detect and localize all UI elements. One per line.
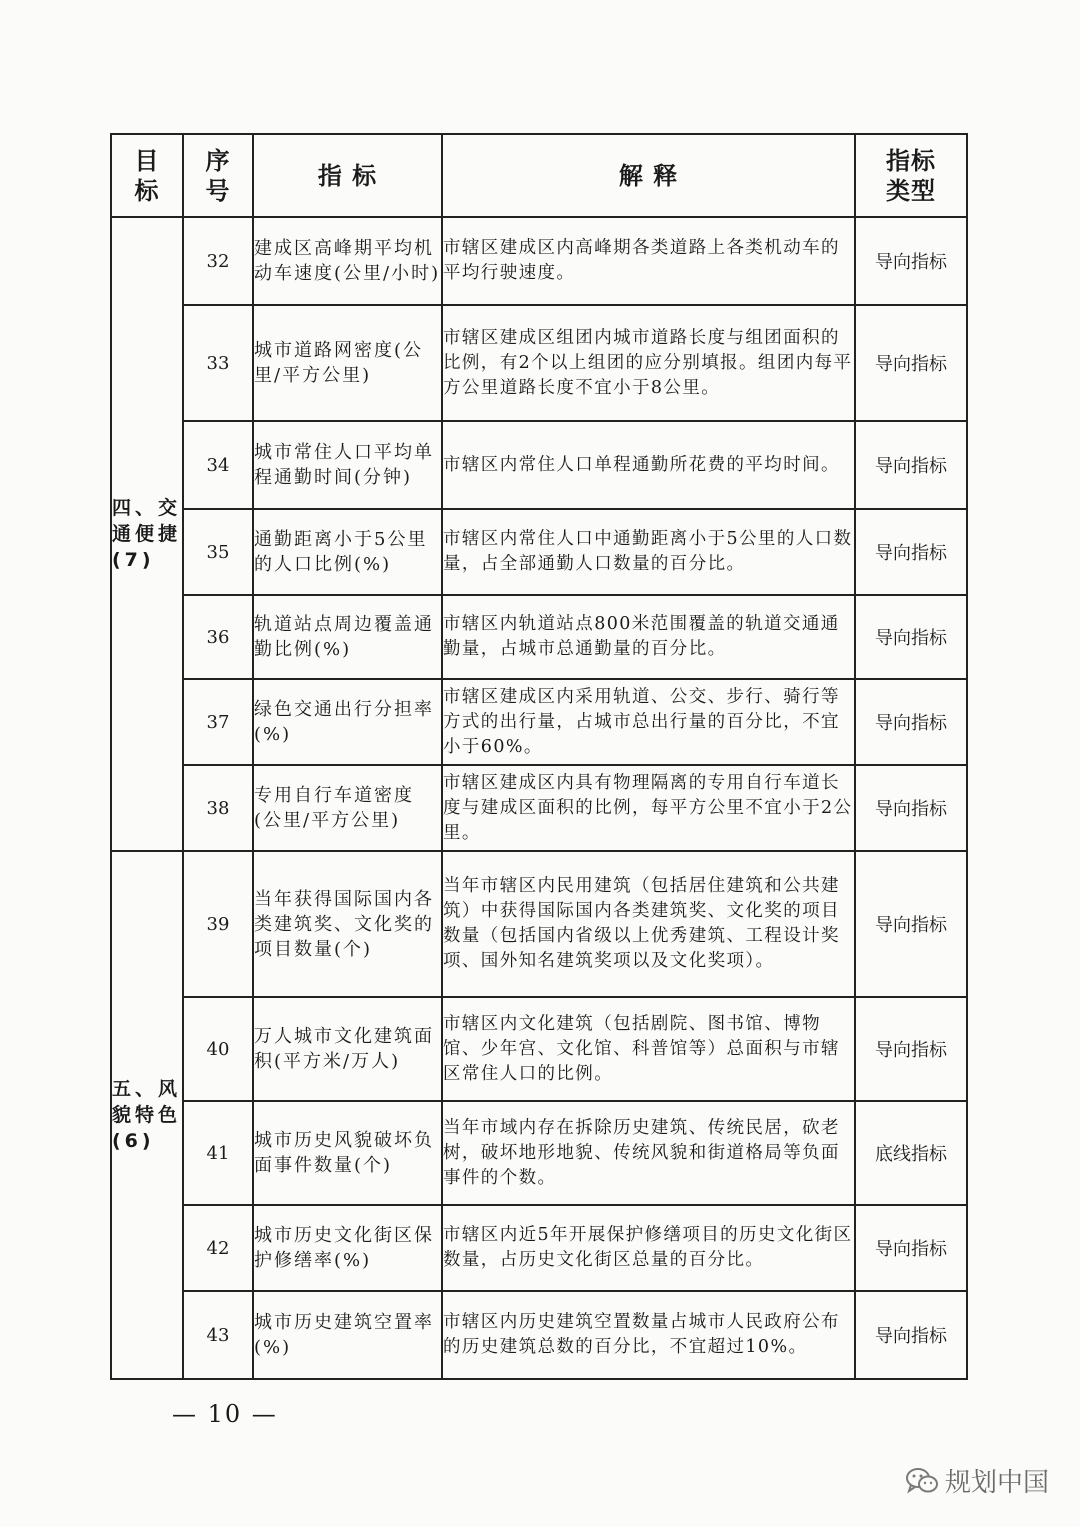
type-cell: 导向指标 xyxy=(855,421,967,509)
header-goal: 目标 xyxy=(111,134,183,217)
explanation-cell: 市辖区内轨道站点800米范围覆盖的轨道交通通勤量，占城市总通勤量的百分比。 xyxy=(442,595,855,679)
row-number: 38 xyxy=(183,765,253,851)
type-cell: 导向指标 xyxy=(855,1291,967,1379)
type-cell: 导向指标 xyxy=(855,765,967,851)
type-cell: 导向指标 xyxy=(855,679,967,765)
indicator-cell: 通勤距离小于5公里的人口比例(%) xyxy=(253,509,442,595)
row-number: 42 xyxy=(183,1205,253,1291)
type-cell: 底线指标 xyxy=(855,1101,967,1205)
row-number: 35 xyxy=(183,509,253,595)
explanation-cell: 市辖区内常住人口中通勤距离小于5公里的人口数量，占全部通勤人口数量的百分比。 xyxy=(442,509,855,595)
watermark-text: 规划中国 xyxy=(945,1468,1050,1498)
type-cell: 导向指标 xyxy=(855,217,967,305)
wechat-icon xyxy=(905,1466,939,1496)
table-row xyxy=(111,851,967,997)
explanation-cell: 市辖区建成区内具有物理隔离的专用自行车道长度与建成区面积的比例，每平方公里不宜小于2公里。 xyxy=(442,765,855,851)
indicator-cell: 建成区高峰期平均机动车速度(公里/小时) xyxy=(253,217,442,305)
explanation-cell: 市辖区建成区内采用轨道、公交、步行、骑行等方式的出行量，占城市总出行量的百分比，不宜小于60%。 xyxy=(442,679,855,765)
table-row xyxy=(111,509,967,595)
row-number: 37 xyxy=(183,679,253,765)
table-row xyxy=(111,217,967,305)
indicator-cell: 城市历史风貌破坏负面事件数量(个) xyxy=(253,1101,442,1205)
type-cell: 导向指标 xyxy=(855,509,967,595)
indicator-cell: 城市历史建筑空置率(%) xyxy=(253,1291,442,1379)
indicator-cell: 城市道路网密度(公里/平方公里) xyxy=(253,305,442,421)
table-row xyxy=(111,421,967,509)
indicator-cell: 绿色交通出行分担率(%) xyxy=(253,679,442,765)
table-row xyxy=(111,679,967,765)
header-indicator: 指 标 xyxy=(253,134,442,217)
type-cell: 导向指标 xyxy=(855,1205,967,1291)
explanation-cell: 市辖区内历史建筑空置数量占城市人民政府公布的历史建筑总数的百分比，不宜超过10%。 xyxy=(442,1291,855,1379)
indicator-cell: 当年获得国际国内各类建筑奖、文化奖的项目数量(个) xyxy=(253,851,442,997)
table-row xyxy=(111,1291,967,1379)
indicator-cell: 万人城市文化建筑面积(平方米/万人) xyxy=(253,997,442,1101)
explanation-cell: 当年市域内存在拆除历史建筑、传统民居，砍老树，破坏地形地貌、传统风貌和街道格局等负面事件的个数。 xyxy=(442,1101,855,1205)
indicator-cell: 专用自行车道密度(公里/平方公里) xyxy=(253,765,442,851)
row-number: 36 xyxy=(183,595,253,679)
watermark xyxy=(905,1462,1049,1499)
row-number: 33 xyxy=(183,305,253,421)
page-number: — 10 — xyxy=(172,1400,278,1428)
table-row xyxy=(111,1205,967,1291)
type-cell: 导向指标 xyxy=(855,595,967,679)
table-row xyxy=(111,1101,967,1205)
explanation-cell: 市辖区建成区内高峰期各类道路上各类机动车的平均行驶速度。 xyxy=(442,217,855,305)
explanation-cell: 市辖区建成区组团内城市道路长度与组团面积的比例，有2个以上组团的应分别填报。组团内每平方公里道路长度不宜小于8公里。 xyxy=(442,305,855,421)
row-number: 39 xyxy=(183,851,253,997)
header-no: 序号 xyxy=(183,134,253,217)
explanation-cell: 市辖区内文化建筑（包括剧院、图书馆、博物馆、少年宫、文化馆、科普馆等）总面积与市辖区常住人口的比例。 xyxy=(442,997,855,1101)
explanation-cell: 市辖区内近5年开展保护修缮项目的历史文化街区数量，占历史文化街区总量的百分比。 xyxy=(442,1205,855,1291)
table-row xyxy=(111,997,967,1101)
header-explanation: 解 释 xyxy=(442,134,855,217)
type-cell: 导向指标 xyxy=(855,851,967,997)
header-row xyxy=(111,134,967,217)
row-number: 32 xyxy=(183,217,253,305)
header-type: 指标类型 xyxy=(855,134,967,217)
indicator-cell: 城市常住人口平均单程通勤时间(分钟) xyxy=(253,421,442,509)
indicator-cell: 轨道站点周边覆盖通勤比例(%) xyxy=(253,595,442,679)
row-number: 34 xyxy=(183,421,253,509)
table-row xyxy=(111,305,967,421)
indicator-table xyxy=(110,133,968,1380)
goal-cell: 五、风貌特色(6) xyxy=(111,851,183,1379)
indicator-cell: 城市历史文化街区保护修缮率(%) xyxy=(253,1205,442,1291)
row-number: 41 xyxy=(183,1101,253,1205)
explanation-cell: 当年市辖区内民用建筑（包括居住建筑和公共建筑）中获得国际国内各类建筑奖、文化奖的项目数量（包括国内省级以上优秀建筑、工程设计奖项、国外知名建筑奖项以及文化奖项）。 xyxy=(442,851,855,997)
row-number: 40 xyxy=(183,997,253,1101)
table-row xyxy=(111,595,967,679)
type-cell: 导向指标 xyxy=(855,305,967,421)
type-cell: 导向指标 xyxy=(855,997,967,1101)
goal-cell: 四、交通便捷(7) xyxy=(111,217,183,851)
row-number: 43 xyxy=(183,1291,253,1379)
table-row xyxy=(111,765,967,851)
explanation-cell: 市辖区内常住人口单程通勤所花费的平均时间。 xyxy=(442,421,855,509)
